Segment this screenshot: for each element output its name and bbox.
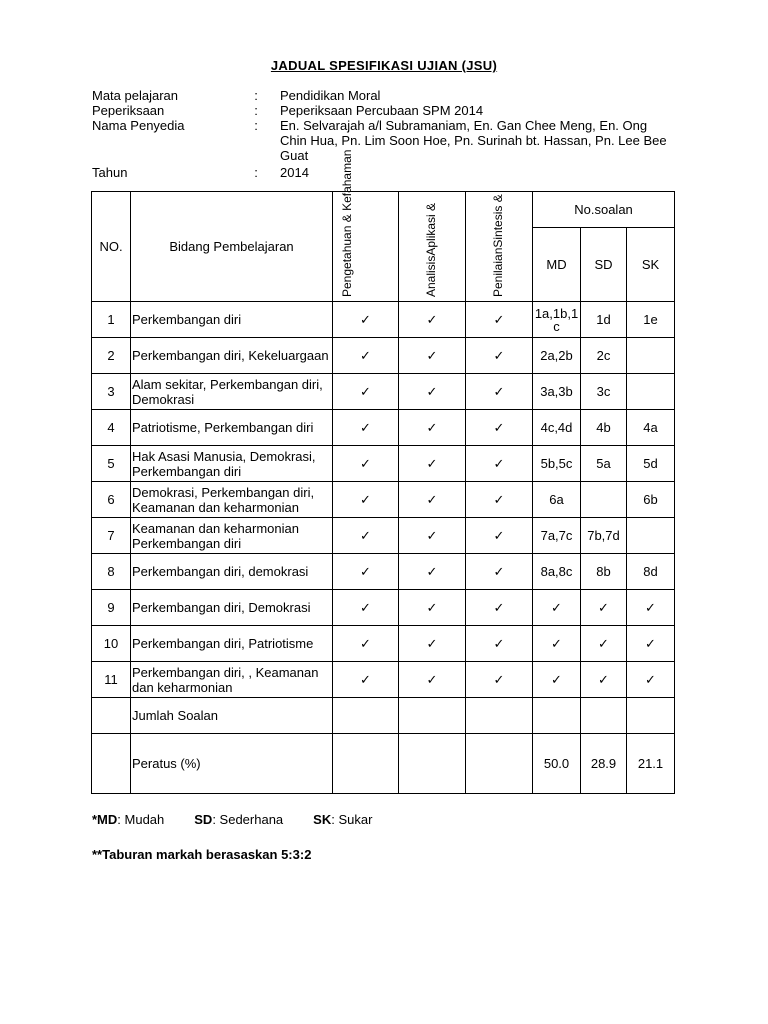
check-icon: ✓: [466, 446, 533, 482]
legend: [92, 812, 372, 827]
header-bidang: Bidang Pembelajaran: [131, 192, 333, 302]
row-no: 6: [92, 482, 131, 518]
check-icon: ✓: [399, 554, 466, 590]
check-icon: ✓: [399, 410, 466, 446]
table-row: [92, 410, 675, 446]
check-icon: ✓: [399, 446, 466, 482]
check-icon: ✓: [399, 482, 466, 518]
row-sk: 8d: [627, 554, 675, 590]
row-bidang: Alam sekitar, Perkembangan diri, Demokrasi: [131, 374, 333, 410]
table-row: [92, 302, 675, 338]
row-sd: 5a: [581, 446, 627, 482]
row-md: ✓: [533, 590, 581, 626]
row-no: 9: [92, 590, 131, 626]
check-icon: ✓: [466, 518, 533, 554]
check-icon: ✓: [399, 374, 466, 410]
meta-value: Pendidikan Moral: [280, 88, 381, 103]
row-sd: 4b: [581, 410, 627, 446]
meta-row-year: [92, 165, 682, 180]
check-icon: ✓: [399, 338, 466, 374]
row-sd: 3c: [581, 374, 627, 410]
row-sk: 5d: [627, 446, 675, 482]
meta-key: Tahun: [92, 165, 128, 180]
header-row: [92, 192, 675, 228]
row-sk: ✓: [627, 626, 675, 662]
row-bidang: Perkembangan diri, Patriotisme: [131, 626, 333, 662]
row-sd: 8b: [581, 554, 627, 590]
row-no: 2: [92, 338, 131, 374]
jumlah-label: Jumlah Soalan: [131, 698, 333, 734]
meta-value: Peperiksaan Percubaan SPM 2014: [280, 103, 484, 118]
row-md: 2a,2b: [533, 338, 581, 374]
meta-row-exam: [92, 103, 682, 118]
header-sd: SD: [581, 228, 627, 302]
header-nosoalan: No.soalan: [533, 192, 675, 228]
row-no: 11: [92, 662, 131, 698]
peratus-sk: 21.1: [627, 734, 675, 794]
check-icon: ✓: [333, 626, 399, 662]
page-title: JADUAL SPESIFIKASI UJIAN (JSU): [270, 58, 498, 73]
table-row: [92, 626, 675, 662]
table-row: [92, 374, 675, 410]
check-icon: ✓: [466, 482, 533, 518]
row-bidang: Perkembangan diri, Kekeluargaan: [131, 338, 333, 374]
row-no: 4: [92, 410, 131, 446]
check-icon: ✓: [333, 554, 399, 590]
row-md: ✓: [533, 626, 581, 662]
table-row: [92, 482, 675, 518]
header-analisis: AnalisisAplikasi &: [399, 192, 466, 302]
peratus-label: Peratus (%): [131, 734, 333, 794]
meta-key: Peperiksaan: [92, 103, 165, 118]
check-icon: ✓: [333, 338, 399, 374]
row-bidang: Hak Asasi Manusia, Demokrasi, Perkembangan diri: [131, 446, 333, 482]
legend-sk-key: SK: [313, 812, 332, 827]
check-icon: ✓: [466, 554, 533, 590]
taburan-note: **Taburan markah berasaskan 5:3:2: [92, 847, 312, 862]
row-md: 8a,8c: [533, 554, 581, 590]
row-bidang: Patriotisme, Perkembangan diri: [131, 410, 333, 446]
row-sk: ✓: [627, 590, 675, 626]
row-sd: 1d: [581, 302, 627, 338]
check-icon: ✓: [333, 446, 399, 482]
check-icon: ✓: [466, 590, 533, 626]
header-no: NO.: [92, 192, 131, 302]
check-icon: ✓: [333, 374, 399, 410]
meta-value: 2014: [280, 165, 309, 180]
row-bidang: Keamanan dan keharmonian Perkembangan diri: [131, 518, 333, 554]
row-sd: ✓: [581, 590, 627, 626]
row-sk: [627, 518, 675, 554]
peratus-row: [92, 734, 675, 794]
row-sd: [581, 482, 627, 518]
legend-md-key: *MD: [92, 812, 118, 827]
check-icon: ✓: [333, 590, 399, 626]
row-sk: 1e: [627, 302, 675, 338]
row-no: 8: [92, 554, 131, 590]
meta-colon: :: [254, 103, 258, 118]
check-icon: ✓: [466, 374, 533, 410]
check-icon: ✓: [466, 302, 533, 338]
table-row: [92, 590, 675, 626]
table-row: [92, 554, 675, 590]
legend-sd-key: SD: [194, 812, 213, 827]
meta-row-subject: [92, 88, 682, 103]
row-md: ✓: [533, 662, 581, 698]
check-icon: ✓: [466, 410, 533, 446]
check-icon: ✓: [333, 302, 399, 338]
check-icon: ✓: [399, 302, 466, 338]
legend-sk-value: : Sukar: [331, 812, 373, 827]
check-icon: ✓: [333, 518, 399, 554]
row-md: 3a,3b: [533, 374, 581, 410]
table-row: [92, 662, 675, 698]
check-icon: ✓: [333, 410, 399, 446]
legend-sd-value: : Sederhana: [212, 812, 284, 827]
check-icon: ✓: [399, 518, 466, 554]
row-sk: 6b: [627, 482, 675, 518]
row-sk: 4a: [627, 410, 675, 446]
table-row: [92, 518, 675, 554]
row-sk: [627, 374, 675, 410]
row-md: 1a,1b,1 c: [533, 302, 581, 338]
jumlah-row: [92, 698, 675, 734]
row-no: 10: [92, 626, 131, 662]
row-md: 4c,4d: [533, 410, 581, 446]
header-pengetahuan: Pengetahuan & Kefahaman: [333, 192, 399, 302]
row-bidang: Perkembangan diri: [131, 302, 333, 338]
meta-key: Nama Penyedia: [92, 118, 185, 133]
meta-row-preparer: [92, 118, 682, 163]
row-bidang: Demokrasi, Perkembangan diri, Keamanan dan keharmonian: [131, 482, 333, 518]
row-md: 6a: [533, 482, 581, 518]
meta-info: [92, 88, 682, 180]
check-icon: ✓: [466, 662, 533, 698]
check-icon: ✓: [333, 482, 399, 518]
header-sk: SK: [627, 228, 675, 302]
row-no: 1: [92, 302, 131, 338]
row-no: 5: [92, 446, 131, 482]
row-sd: ✓: [581, 626, 627, 662]
row-md: 7a,7c: [533, 518, 581, 554]
row-sk: ✓: [627, 662, 675, 698]
row-sd: 2c: [581, 338, 627, 374]
row-sd: 7b,7d: [581, 518, 627, 554]
table-row: [92, 446, 675, 482]
check-icon: ✓: [466, 338, 533, 374]
row-bidang: Perkembangan diri, Demokrasi: [131, 590, 333, 626]
check-icon: ✓: [333, 662, 399, 698]
header-md: MD: [533, 228, 581, 302]
meta-colon: :: [254, 118, 258, 133]
peratus-md: 50.0: [533, 734, 581, 794]
peratus-sd: 28.9: [581, 734, 627, 794]
meta-colon: :: [254, 88, 258, 103]
meta-key: Mata pelajaran: [92, 88, 178, 103]
row-no: 3: [92, 374, 131, 410]
table-row: [92, 338, 675, 374]
check-icon: ✓: [466, 626, 533, 662]
legend-md-value: : Mudah: [117, 812, 165, 827]
row-sd: ✓: [581, 662, 627, 698]
row-sk: [627, 338, 675, 374]
row-md: 5b,5c: [533, 446, 581, 482]
check-icon: ✓: [399, 662, 466, 698]
check-icon: ✓: [399, 626, 466, 662]
meta-colon: :: [254, 165, 258, 180]
row-bidang: Perkembangan diri, demokrasi: [131, 554, 333, 590]
check-icon: ✓: [399, 590, 466, 626]
row-bidang: Perkembangan diri, , Keamanan dan keharmonian: [131, 662, 333, 698]
meta-value: En. Selvarajah a/l Subramaniam, En. Gan Chee Meng, En. Ong Chin Hua, Pn. Lim Soon Hoe, Pn. Surinah bt. Hassan, Pn. Lee Bee Guat: [280, 118, 667, 163]
header-penilaian: PenilaianSintesis &: [466, 192, 533, 302]
row-no: 7: [92, 518, 131, 554]
